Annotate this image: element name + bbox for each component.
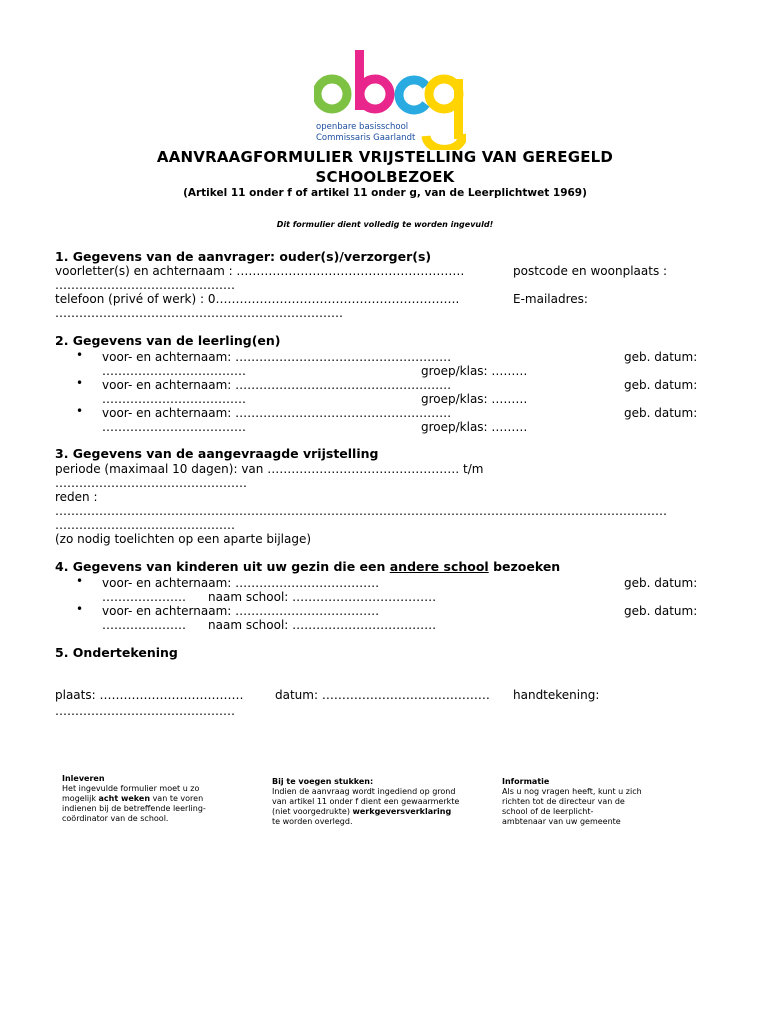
student-dob-field[interactable]: geb. datum:: [624, 378, 698, 392]
reason-field[interactable]: ………………………………………………………………………………………………………………………………………: [55, 504, 667, 518]
sibling-name-field[interactable]: voor- en achternaam: ………………………………: [102, 604, 380, 618]
sibling-name-continuation: …………………: [102, 590, 186, 604]
student-name-field[interactable]: voor- en achternaam: ………………………………………………: [102, 406, 452, 420]
student-group-field[interactable]: groep/klas: ………: [421, 364, 528, 378]
reason-label: reden :: [55, 490, 98, 504]
logo-subtitle: [316, 122, 415, 144]
logo-line-1: openbare basisschool: [316, 122, 409, 132]
footer-submit-info: [62, 774, 206, 824]
sibling-name-field[interactable]: voor- en achternaam: ………………………………: [102, 576, 380, 590]
footer-col2-line3: (niet voorgedrukte) werkgeversverklaring: [272, 807, 452, 816]
sibling-dob-field[interactable]: geb. datum:: [624, 576, 698, 590]
student-dob-field[interactable]: geb. datum:: [624, 350, 698, 364]
student-group-field[interactable]: groep/klas: ………: [421, 420, 528, 434]
phone-field[interactable]: telefoon (privé of werk) : 0…………………………………………………….: [55, 292, 460, 306]
student-group-field[interactable]: groep/klas: ………: [421, 392, 528, 406]
applicant-name-continuation: ………………………………………: [55, 278, 235, 292]
footer-col3-line1: Als u nog vragen heeft, kunt u zich: [502, 787, 642, 796]
page-subtitle: (Artikel 11 onder f of artikel 11 onder g, van de Leerplichtwet 1969): [183, 187, 587, 199]
bullet-icon: •: [76, 376, 84, 390]
footer-contact-info: [502, 777, 642, 827]
bullet-icon: •: [76, 348, 84, 362]
footer-col1-line3: indienen bij de betreffende leerling-: [62, 804, 206, 813]
footer-col2-line4: te worden overlegd.: [272, 817, 353, 826]
student-name-continuation: ………………………………: [102, 364, 246, 378]
place-continuation: ………………………………………: [55, 704, 235, 718]
student-dob-field[interactable]: geb. datum:: [624, 406, 698, 420]
email-continuation: ………………………………………………………………: [55, 306, 343, 320]
footer-attachments-info: [272, 777, 459, 827]
section1-heading: 1. Gegevens van de aanvrager: ouder(s)/verzorger(s): [55, 249, 432, 264]
applicant-name-field[interactable]: voorletter(s) en achternaam : …………………………………………………: [55, 264, 465, 278]
bullet-icon: •: [76, 574, 84, 588]
instruction-note: Dit formulier dient volledig te worden ingevuld!: [276, 220, 494, 229]
date-field[interactable]: datum: ……………………………………: [275, 688, 490, 702]
sibling-name-continuation: …………………: [102, 618, 186, 632]
period-continuation: …………………………………………: [55, 476, 247, 490]
postcode-field[interactable]: postcode en woonplaats :: [513, 264, 668, 278]
footer-col3-line2: richten tot de directeur van de: [502, 797, 625, 806]
period-field[interactable]: periode (maximaal 10 dagen): van ………………………………………… t/m: [55, 462, 484, 476]
section4-heading: 4. Gegevens van kinderen uit uw gezin die een andere school bezoeken: [55, 559, 561, 574]
footer-col1-line4: coördinator van de school.: [62, 814, 169, 823]
student-name-continuation: ………………………………: [102, 392, 246, 406]
bullet-icon: •: [76, 404, 84, 418]
signature-field[interactable]: handtekening:: [513, 688, 600, 702]
section5-heading: 5. Ondertekening: [55, 645, 178, 660]
footer-col2-line1: Indien de aanvraag wordt ingediend op grond: [272, 787, 456, 796]
footer-col3-line3: school of de leerplicht-: [502, 807, 594, 816]
bullet-icon: •: [76, 602, 84, 616]
page-title-line-2: SCHOOLBEZOEK: [315, 168, 455, 186]
logo-line-2: Commissaris Gaarlandt: [316, 133, 416, 143]
student-name-field[interactable]: voor- en achternaam: ………………………………………………: [102, 350, 452, 364]
reason-continuation: ………………………………………: [55, 518, 235, 532]
page-title-line-1: AANVRAAGFORMULIER VRIJSTELLING VAN GEREGELD: [156, 148, 614, 166]
footer-col3-title: Informatie: [502, 777, 550, 786]
sibling-school-field[interactable]: naam school: ………………………………: [208, 618, 437, 632]
student-name-field[interactable]: voor- en achternaam: ………………………………………………: [102, 378, 452, 392]
footer-col2-title: Bij te voegen stukken:: [272, 777, 374, 786]
footer-col1-line2: mogelijk acht weken van te voren: [62, 794, 204, 803]
section3-heading: 3. Gegevens van de aangevraagde vrijstelling: [55, 446, 379, 461]
sibling-dob-field[interactable]: geb. datum:: [624, 604, 698, 618]
place-field[interactable]: plaats: ………………………………: [55, 688, 244, 702]
footer-col3-line4: ambtenaar van uw gemeente: [502, 817, 621, 826]
section2-heading: 2. Gegevens van de leerling(en): [55, 333, 281, 348]
email-field[interactable]: E-mailadres:: [513, 292, 588, 306]
sibling-school-field[interactable]: naam school: ………………………………: [208, 590, 437, 604]
student-name-continuation: ………………………………: [102, 420, 246, 434]
footer-col1-title: Inleveren: [62, 774, 105, 783]
footer-col1-line1: Het ingevulde formulier moet u zo: [62, 784, 200, 793]
reason-note: (zo nodig toelichten op een aparte bijlage): [55, 532, 312, 546]
footer-col2-line2: van artikel 11 onder f dient een gewaarmerkte: [272, 797, 460, 806]
